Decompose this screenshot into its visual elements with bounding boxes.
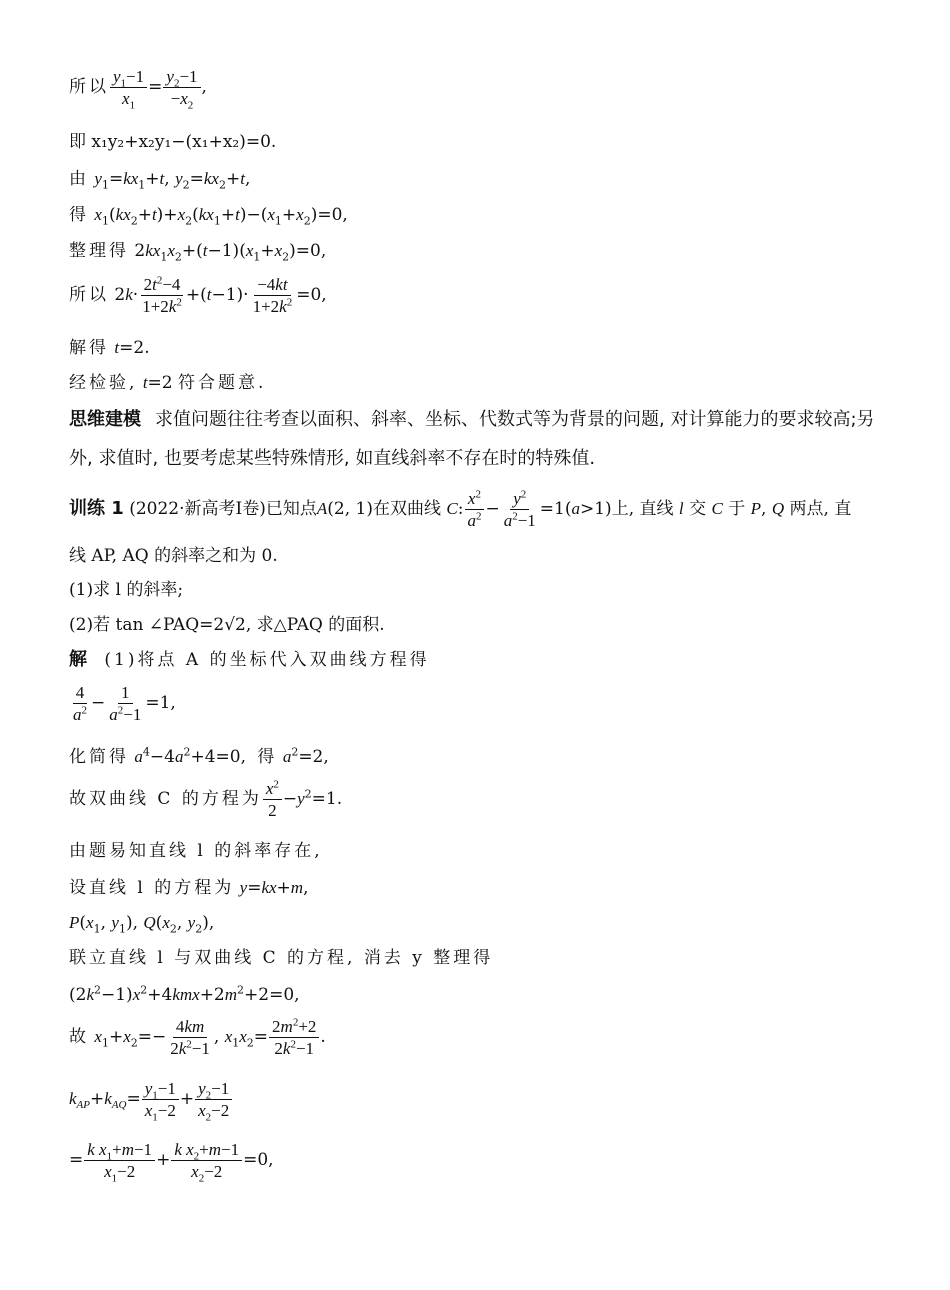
- equation-line-slopes-equal: 所以 $\frac{y_1-1}{x_1}$ = $\frac{y_2-1}{-x_2}$ ,: [69, 67, 207, 112]
- solution-line-12: = $\frac{k x_1+m-1}{x_1-2}$ + $\frac{k x_2+m-1}{x_2-2}$ =0,: [69, 1140, 274, 1185]
- equation-line-4: 得 $x_1(kx_2+t)+x_2(kx_1+t)-(x_1+x_2)=0$,: [69, 205, 348, 228]
- solution-line-1: 解 (1)将点 A 的坐标代入双曲线方程得: [69, 649, 430, 670]
- exercise-question-1: (1)求 l 的斜率;: [69, 580, 184, 600]
- solution-label: 解: [69, 649, 87, 670]
- equation-line-2: 即 x₁y₂+x₂y₁−(x₁+x₂)=0.: [69, 132, 277, 152]
- solution-line-5: 由题易知直线 l 的斜率存在,: [69, 841, 323, 861]
- solution-line-10: 故 $x_1+x_2=-$ $\frac{4km}{2k^2-1}$ , $x_1x_2=$ $\frac{2m^2+2}{2k^2-1}$ .: [69, 1016, 326, 1058]
- solution-line-8: 联立直线 l 与双曲线 C 的方程, 消去 y 整理得: [69, 948, 494, 968]
- solution-line-4: 故双曲线 C 的方程为 $\frac{x^2}{2}$ $-y^2=1$.: [69, 778, 343, 820]
- solution-line-11: $k_{AP}+k_{AQ}=$ $\frac{y_1-1}{x_1-2}$ + $\frac{y_2-1}{x_2-2}$: [69, 1080, 233, 1119]
- equation-line-7: 解得 t=2.: [69, 338, 150, 358]
- solution-line-9: $(2k^2-1)x^2+4kmx+2m^2+2=0$,: [69, 983, 300, 1005]
- exercise-line-2: 线 AP, AQ 的斜率之和为 0.: [69, 546, 278, 566]
- solution-line-2: $\frac{4}{a^2}$ − $\frac{1}{a^2-1}$ =1,: [73, 683, 176, 724]
- equation-line-6: 所以 2k· $\frac{2t^2-4}{1+2k^2}$ +(t−1)· $\frac{-4kt}{1+2k^2}$ =0,: [69, 274, 327, 316]
- solution-line-7: $P(x_1$, $y_1$), $Q(x_2$, $y_2$),: [69, 913, 215, 936]
- equation-line-8: 经检验, t=2 符合题意.: [69, 373, 267, 393]
- equation-line-3: 由 $y_1=kx_1+t$, $y_2=kx_2+t$,: [69, 169, 251, 192]
- thinking-model-title: 思维建模: [69, 409, 141, 430]
- exercise-question-2: (2)若 tan ∠PAQ=2√2, 求△PAQ 的面积.: [69, 615, 385, 635]
- exercise-label: 训练 1: [69, 498, 124, 519]
- sqrt-symbol: √2: [224, 615, 246, 635]
- equation-line-5: 整理得 $2kx_1x_2+(t-1)(x_1+x_2)=0$,: [69, 241, 327, 264]
- solution-line-6: 设直线 l 的方程为 y=kx+m,: [69, 878, 309, 898]
- exercise-line-1: 训练 1 (2022·新高考Ⅰ卷)已知点A(2, 1)在双曲线 C: $\frac{x^2}{a^2}$ − $\frac{y^2}{a^2-1}$ =1(a>1)上, 直线 l 交 C 于 P, Q 两点, 直: [69, 488, 852, 530]
- thinking-model-paragraph: [69, 400, 884, 478]
- solution-line-3: 化简得 $a^4-4a^2+4=0$, 得 $a^2=2$,: [69, 745, 329, 767]
- thinking-model-text: 求值问题往往考查以面积、斜率、坐标、代数式等为背景的问题, 对计算能力的要求较高;另外, 求值时, 也要考虑某些特殊情形, 如直线斜率不存在时的特殊值.: [69, 409, 875, 469]
